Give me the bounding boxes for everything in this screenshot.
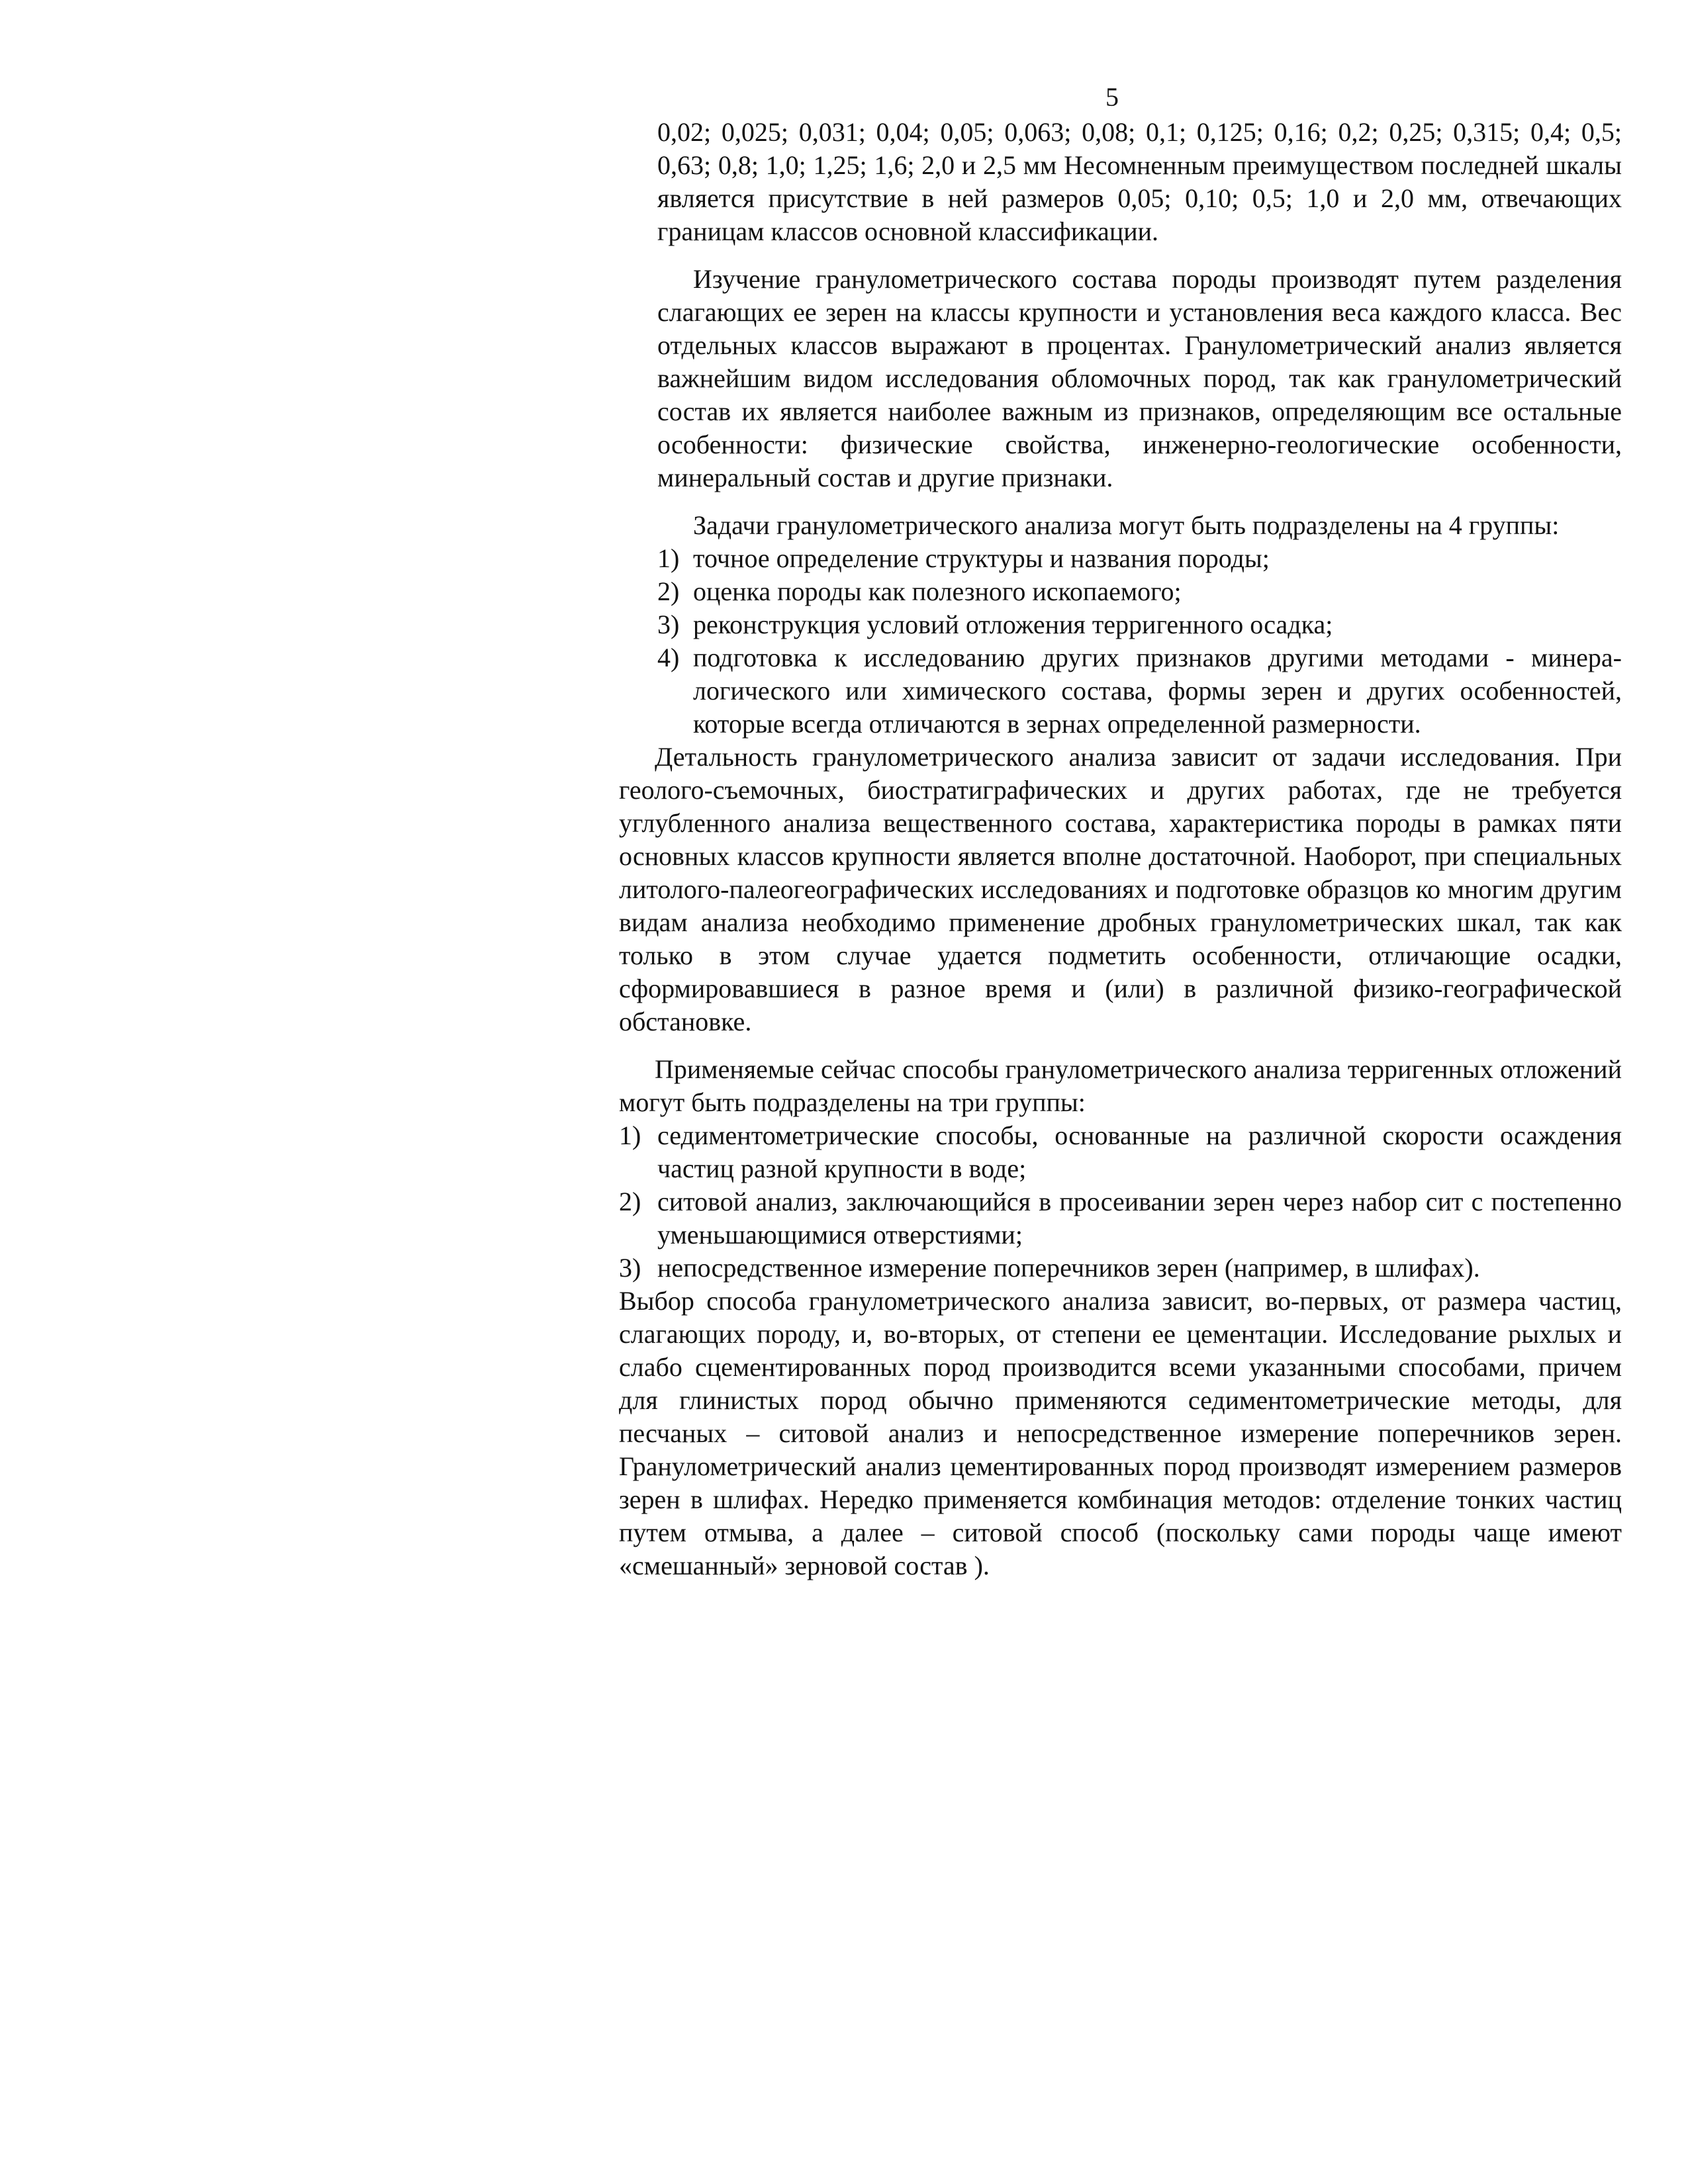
list-item-number: 1) [657,543,680,573]
text-column [619,116,1622,1582]
list-item [657,641,1622,741]
list-item-text: ситовой анализ, заключающийся в просеивании зерен через набор сит с постепенно уменьшающимися отверстиями; [657,1187,1622,1250]
list-item [619,1185,1622,1251]
page-number: 5 [1105,82,1119,112]
paragraph-method-choice: Выбор способа гранулометрического анализа зависит, во-первых, от размера частиц, слагающих породу, и, во-вторых, от степени ее цементации. Исследование рыхлых и слабо сцементированных пород производится всеми указанными способами, причем для глинистых пород обычно применяются седиментометрические методы, для песчаных – ситовой анализ и непосредственное измерение поперечников зерен. Гранулометрический анализ цементированных пород производят измерением размеров зерен в шлифах. Нередко применяется комбинация методов: отделение тонких частиц путем отмыва, а далее – ситовой способ (поскольку сами породы чаще имеют «смешанный» зерновой состав ). [619,1286,1622,1580]
list-item [657,542,1622,575]
list-item [619,1119,1622,1185]
intro-paragraph: 0,02; 0,025; 0,031; 0,04; 0,05; 0,063; 0,08; 0,1; 0,125; 0,16; 0,2; 0,25; 0,315; 0,4; 0,5; 0,63; 0,8; 1,0; 1,25; 1,6; 2,0 и 2,5 мм Несомненным преимуществом последней шкалы является присутствие в ней размеров 0,05; 0,10; 0,5; 1,0 и 2,0 мм, отвечающих границам классов основной классификации. [657,117,1622,246]
paragraph-granulometric-study: Изучение гранулометрического состава породы производят путем разделения слагающих ее зерен на классы крупности и установления веса каждого класса. Вес отдельных классов выражают в процентах. Гранулометрический анализ является важнейшим видом исследования обломочных пород, так как гранулометрический состав их является наиболее важным из признаков, определяющим все остальные особенности: физические свойства, инженерно-геологические особенности, минеральный состав и другие признаки. [657,264,1622,492]
tasks-list [657,542,1622,741]
paragraph-analysis-detail: Детальность гранулометрического анализа зависит от задачи исследования. При геолого-съемочных, биостратиграфических и других работах, где не требуется углубленного анализа вещественного состава, характеристика породы в рамках пяти основных классов крупности является вполне достаточной. Наоборот, при специальных литолого-палеогеографических исследованиях и подготовке образцов ко многим другим видам анализа необходимо применение дробных гранулометрических шкал, так как только в этом случае удается подметить особенности, отличающие осадки, сформировавшиеся в разное время и (или) в различной физико-географической обстановке. [619,742,1622,1036]
list-item [619,1251,1622,1285]
list-item-number: 3) [657,610,680,639]
list-item-text: подготовка к исследованию других признаков другими методами - минералогического или химического состава, формы зерен и других особенностей, которые всегда отличаются в зернах определенной размерности. [693,643,1622,739]
list-item-text: оценка породы как полезного ископаемого; [693,576,1182,606]
list-item-text: непосредственное измерение поперечников зерен (например, в шлифах). [657,1253,1480,1283]
list-item-number: 2) [657,576,680,606]
list-item [657,575,1622,608]
list-item-number: 3) [619,1253,641,1283]
list-item-number: 2) [619,1187,641,1216]
paragraph-methods-intro: Применяемые сейчас способы гранулометрического анализа терригенных отложений могут быть подразделены на три группы: [619,1054,1622,1117]
list-item-text: точное определение структуры и названия породы; [693,543,1270,573]
list-item [657,608,1622,641]
list-item-text: реконструкция условий отложения терригенного осадка; [693,610,1333,639]
lower-section [619,741,1622,1582]
methods-list [619,1119,1622,1285]
list-item-number: 1) [619,1120,641,1150]
upper-section [657,116,1622,741]
paragraph-analysis-tasks: Задачи гранулометрического анализа могут быть подразделены на 4 группы: [693,510,1560,540]
list-item-number: 4) [657,643,680,672]
list-item-text: седиментометрические способы, основанные на различной скорости осаждения частиц разной крупности в воде; [657,1120,1622,1183]
